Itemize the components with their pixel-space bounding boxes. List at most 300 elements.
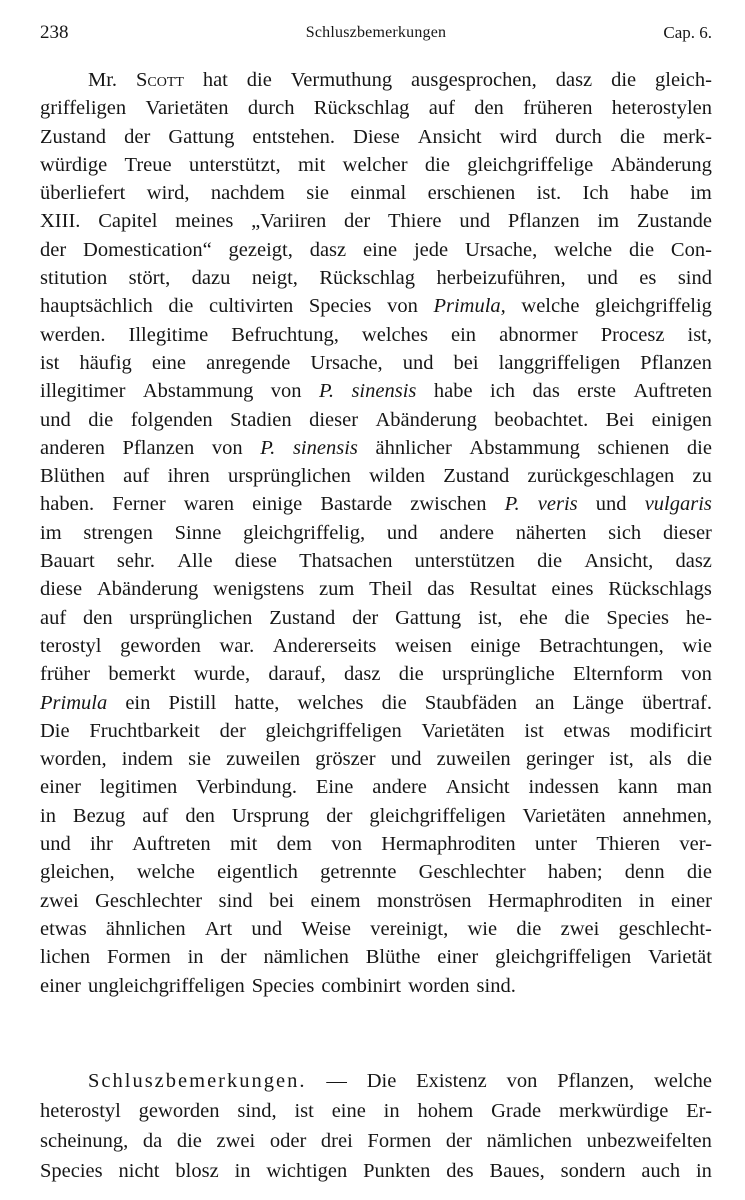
word: man bbox=[676, 776, 712, 799]
word: auch bbox=[641, 1160, 681, 1182]
text-line bbox=[40, 745, 712, 773]
word: Abänderung bbox=[610, 153, 712, 176]
word: Gattung bbox=[395, 606, 462, 629]
word: Sinne bbox=[174, 521, 222, 544]
text-line bbox=[40, 943, 712, 971]
word: geringer bbox=[525, 748, 595, 771]
text-line bbox=[40, 94, 712, 122]
word: sondern bbox=[560, 1160, 626, 1182]
text-line bbox=[40, 575, 712, 603]
word: nicht bbox=[118, 1160, 160, 1182]
word: gleichgriffeligen bbox=[495, 946, 632, 969]
word: die bbox=[168, 295, 194, 318]
word: im bbox=[690, 182, 712, 205]
word: wie bbox=[467, 917, 498, 940]
text-line bbox=[40, 321, 712, 349]
word: Zustand bbox=[443, 465, 510, 488]
word: Art bbox=[204, 917, 233, 940]
word: haben; bbox=[547, 861, 603, 884]
word: blosz bbox=[175, 1160, 219, 1182]
word: die bbox=[537, 550, 563, 573]
word: zwei bbox=[216, 1130, 256, 1152]
word: die bbox=[686, 436, 712, 459]
word: habe bbox=[630, 182, 669, 205]
word: Die bbox=[366, 1070, 397, 1092]
word: langgriffeligen bbox=[498, 351, 621, 374]
word: illegitimer bbox=[40, 380, 126, 403]
word: ursprünglichen bbox=[227, 465, 351, 488]
word: welche bbox=[136, 861, 195, 884]
word: sehr. bbox=[116, 550, 156, 573]
word: zwei bbox=[560, 917, 600, 940]
paragraph-vermuthung bbox=[40, 66, 712, 1000]
word: Scott bbox=[135, 69, 184, 91]
word: in bbox=[187, 946, 204, 969]
word: der bbox=[220, 946, 247, 969]
word: Gattung bbox=[168, 125, 235, 148]
word: entstehen. bbox=[252, 125, 335, 148]
word: eine bbox=[362, 238, 398, 261]
text-line bbox=[40, 1096, 712, 1126]
word: Varietäten bbox=[421, 719, 505, 742]
word: Formen bbox=[367, 1130, 432, 1152]
word: worden, bbox=[40, 748, 107, 771]
word: Geschlechter bbox=[95, 889, 203, 912]
word: hatte, bbox=[234, 691, 280, 714]
word: bei bbox=[269, 889, 295, 912]
word: Andererseits bbox=[272, 634, 377, 657]
word: Domestication“ bbox=[83, 238, 212, 261]
word: ist bbox=[40, 351, 60, 374]
word: diese bbox=[40, 578, 83, 601]
word: auf bbox=[428, 97, 455, 120]
word: ist. bbox=[536, 182, 562, 205]
word: Pflanzen, bbox=[557, 1070, 635, 1092]
word: übertraf. bbox=[641, 691, 712, 714]
text-line bbox=[40, 236, 712, 264]
word: haben. bbox=[40, 493, 95, 516]
word: griffeligen bbox=[40, 97, 127, 120]
word: wird bbox=[499, 125, 538, 148]
word: dieser bbox=[662, 521, 712, 544]
word: sinensis bbox=[351, 380, 417, 403]
word: sind bbox=[218, 889, 253, 912]
word: weisen bbox=[394, 634, 452, 657]
word: herbeizuführen, bbox=[436, 267, 566, 290]
word: ursprünglichen bbox=[129, 606, 253, 629]
word: in bbox=[638, 889, 655, 912]
word: Auftreten bbox=[132, 833, 211, 856]
word: zwischen bbox=[410, 493, 487, 516]
word: P. bbox=[504, 493, 520, 516]
word: Pflanzen bbox=[507, 210, 580, 233]
word: merkwürdige bbox=[559, 1100, 669, 1122]
word: stört, bbox=[128, 267, 171, 290]
word: die bbox=[686, 748, 712, 771]
word: gleichgriffelig, bbox=[243, 521, 366, 544]
word: drei bbox=[320, 1130, 353, 1152]
word: Bezug bbox=[72, 804, 126, 827]
word: Theil bbox=[369, 578, 413, 601]
word: Baues, bbox=[489, 1160, 545, 1182]
word: einer bbox=[670, 889, 712, 912]
word: Stadien bbox=[230, 408, 292, 431]
word: merk- bbox=[663, 125, 712, 148]
word: der bbox=[445, 1130, 473, 1152]
word: wie bbox=[682, 634, 712, 657]
word: Pistill bbox=[168, 691, 217, 714]
word: einer bbox=[437, 946, 479, 969]
word: den bbox=[83, 606, 113, 629]
word: legitimen bbox=[99, 776, 178, 799]
word: veris bbox=[537, 493, 578, 516]
word: die bbox=[516, 917, 542, 940]
word: ehe bbox=[519, 606, 548, 629]
word: Grade bbox=[491, 1100, 542, 1122]
word: Pflanzen bbox=[122, 436, 195, 459]
word: dieser bbox=[309, 408, 359, 431]
word: ursprüngliche bbox=[442, 663, 555, 686]
word: ungleichgriffeligen bbox=[87, 974, 245, 997]
word: Staubfäden bbox=[424, 691, 518, 714]
word: Pflanzen bbox=[640, 351, 712, 374]
word: sind, bbox=[237, 1100, 277, 1122]
word: Punkten bbox=[363, 1160, 431, 1182]
word: zwei bbox=[40, 889, 79, 912]
word: der bbox=[344, 210, 371, 233]
word: und bbox=[587, 267, 618, 290]
chapter-label: Cap. 6. bbox=[663, 23, 712, 42]
word: Geschlechter bbox=[418, 861, 526, 884]
word: in bbox=[234, 1160, 251, 1182]
word: von bbox=[270, 380, 302, 403]
word: anderen bbox=[40, 436, 105, 459]
word: eine bbox=[151, 351, 187, 374]
word: Primula bbox=[40, 691, 108, 714]
word: die bbox=[629, 238, 655, 261]
word: welches bbox=[297, 691, 364, 714]
word: ähnlicher bbox=[375, 436, 452, 459]
word: Rückschlag bbox=[319, 267, 416, 290]
text-line bbox=[40, 1156, 712, 1186]
word: auf bbox=[123, 465, 150, 488]
text-line bbox=[40, 490, 712, 518]
word: Zustand bbox=[269, 606, 336, 629]
word: Mr. bbox=[88, 69, 118, 91]
word: durch bbox=[247, 97, 295, 120]
word: Abänderung bbox=[375, 408, 477, 431]
word: erste bbox=[577, 380, 616, 403]
word: zuweilen bbox=[436, 748, 511, 771]
word: und bbox=[40, 833, 71, 856]
word: bemerkt bbox=[108, 663, 176, 686]
word: hohem bbox=[417, 1100, 474, 1122]
word: Abänderung bbox=[96, 578, 199, 601]
word: der bbox=[352, 606, 379, 629]
word: — bbox=[326, 1070, 347, 1092]
word: ähnlichen bbox=[105, 917, 186, 940]
word: ihr bbox=[90, 833, 113, 856]
word: Eine bbox=[315, 776, 354, 799]
word: waren bbox=[183, 493, 234, 516]
word: die bbox=[176, 1130, 202, 1152]
word: welche bbox=[521, 295, 580, 318]
word: die bbox=[381, 691, 407, 714]
word: Elternform bbox=[572, 663, 663, 686]
text-line bbox=[40, 915, 712, 943]
word: lichen bbox=[40, 946, 91, 969]
text-line bbox=[40, 972, 712, 1000]
word: Auftreten bbox=[633, 380, 712, 403]
word: heterostyl bbox=[40, 1100, 121, 1122]
word: in bbox=[40, 804, 56, 827]
word: getrennte bbox=[320, 861, 397, 884]
word: durch bbox=[555, 125, 602, 148]
word: Treue bbox=[124, 153, 172, 176]
page-number: 238 bbox=[40, 22, 69, 43]
word: ist, bbox=[687, 323, 712, 346]
text-line bbox=[40, 689, 712, 717]
word: Varietäten bbox=[145, 97, 229, 120]
word: von bbox=[331, 833, 362, 856]
word: die bbox=[619, 125, 645, 148]
word: Ansicht bbox=[417, 125, 482, 148]
word: beobachtet. bbox=[494, 408, 589, 431]
word: das bbox=[427, 578, 455, 601]
word: heterostylen bbox=[611, 97, 712, 120]
text-line bbox=[40, 632, 712, 660]
word: eine bbox=[331, 1100, 366, 1122]
word: auf bbox=[40, 606, 67, 629]
word: mit bbox=[229, 833, 258, 856]
word: etwas bbox=[563, 719, 611, 742]
word: Species bbox=[606, 606, 669, 629]
word: nämlichen bbox=[486, 1130, 573, 1152]
text-line bbox=[40, 406, 712, 434]
word: anregende bbox=[206, 351, 291, 374]
word: Ansicht, bbox=[584, 550, 654, 573]
word: der bbox=[124, 125, 151, 148]
word: Capitel bbox=[98, 210, 158, 233]
word: gleichgriffeligen bbox=[265, 719, 402, 742]
text-line bbox=[40, 830, 712, 858]
word: die bbox=[88, 408, 114, 431]
word: Bei bbox=[605, 408, 635, 431]
word: die bbox=[686, 861, 712, 884]
word: ausgesprochen, bbox=[411, 69, 537, 91]
word: dasz bbox=[309, 238, 347, 261]
word: Varietäten bbox=[522, 804, 606, 827]
word: Betrachtungen, bbox=[539, 634, 664, 657]
word: he- bbox=[685, 606, 712, 629]
word: einmal bbox=[350, 182, 407, 205]
word: wird, bbox=[146, 182, 190, 205]
word: die bbox=[564, 606, 590, 629]
word: Species bbox=[40, 1160, 103, 1182]
word: der bbox=[219, 719, 246, 742]
word: Zustand bbox=[40, 125, 107, 148]
word: gleichgriffelige bbox=[467, 153, 594, 176]
word: unterstützt, bbox=[188, 153, 281, 176]
word: oder bbox=[269, 1130, 307, 1152]
word: „Variiren bbox=[251, 210, 327, 233]
word: den bbox=[474, 97, 504, 120]
word: gleichgriffeligen bbox=[369, 804, 506, 827]
word: Schluszbemerkungen. bbox=[88, 1070, 307, 1092]
text-line bbox=[40, 151, 712, 179]
word: P. bbox=[260, 436, 276, 459]
word: etwas bbox=[40, 917, 87, 940]
word: kann bbox=[617, 776, 658, 799]
text-line bbox=[40, 519, 712, 547]
word: dasz bbox=[555, 69, 593, 91]
text-line bbox=[40, 207, 712, 235]
word: Thiere bbox=[388, 210, 442, 233]
word: von bbox=[387, 295, 418, 318]
word: Species bbox=[308, 295, 372, 318]
word: Ursprung bbox=[231, 804, 310, 827]
word: cultivirten bbox=[208, 295, 294, 318]
word: andere bbox=[439, 521, 495, 544]
word: dasz bbox=[675, 550, 712, 573]
word: zurückgeschlagen bbox=[527, 465, 675, 488]
word: scheinung, bbox=[40, 1130, 129, 1152]
word: hat bbox=[202, 69, 228, 91]
word: Bauart bbox=[40, 550, 95, 573]
word: Zustande bbox=[636, 210, 712, 233]
word: XIII. bbox=[40, 210, 81, 233]
word: habe bbox=[433, 380, 473, 403]
word: abnormer bbox=[499, 323, 578, 346]
word: modificirt bbox=[630, 719, 712, 742]
text-line bbox=[40, 264, 712, 292]
word: der bbox=[326, 804, 353, 827]
word: Formen bbox=[106, 946, 171, 969]
word: vulgaris bbox=[644, 493, 712, 516]
word: Vermuthung bbox=[290, 69, 393, 91]
word: diese bbox=[234, 550, 277, 573]
text-line bbox=[40, 1066, 712, 1096]
word: dasz bbox=[344, 663, 381, 686]
word: und bbox=[251, 917, 283, 940]
word: unter bbox=[534, 833, 578, 856]
word: und bbox=[386, 521, 418, 544]
word: annehmen, bbox=[622, 804, 712, 827]
word: gröszer bbox=[315, 748, 376, 771]
page-header bbox=[40, 20, 712, 46]
word: werden. bbox=[40, 323, 106, 346]
word: jede bbox=[413, 238, 449, 261]
word: sich bbox=[608, 521, 642, 544]
word: zu bbox=[692, 465, 712, 488]
word: welche bbox=[554, 238, 613, 261]
word: Resultat bbox=[469, 578, 537, 601]
word: Hermaphroditen bbox=[487, 889, 623, 912]
word: Diese bbox=[353, 125, 400, 148]
word: Bastarde bbox=[320, 493, 393, 516]
word: ich bbox=[490, 380, 516, 403]
word: Die bbox=[40, 719, 70, 742]
word: häufig bbox=[79, 351, 132, 374]
word: Procesz bbox=[600, 323, 665, 346]
word: zuweilen bbox=[226, 748, 301, 771]
word: näherten bbox=[515, 521, 587, 544]
word: ihren bbox=[167, 465, 210, 488]
word: vereinigt, bbox=[370, 917, 449, 940]
text-line bbox=[40, 179, 712, 207]
word: dem bbox=[276, 833, 312, 856]
word: einige bbox=[252, 493, 303, 516]
word: Befruchtung, bbox=[231, 323, 339, 346]
word: denn bbox=[624, 861, 665, 884]
word: Rückschlags bbox=[608, 578, 712, 601]
text-line bbox=[40, 66, 712, 94]
word: Ferner bbox=[112, 493, 166, 516]
word: hauptsächlich bbox=[40, 295, 153, 318]
word: der bbox=[40, 238, 67, 261]
word: früheren bbox=[523, 97, 593, 120]
word: neigt, bbox=[251, 267, 298, 290]
paragraph-schluszbemerkungen bbox=[40, 1066, 712, 1186]
text-line bbox=[40, 123, 712, 151]
word: Länge bbox=[572, 691, 624, 714]
text-line bbox=[40, 434, 712, 462]
word: gleichen, bbox=[40, 861, 115, 884]
word: dazu bbox=[191, 267, 231, 290]
word: meines bbox=[175, 210, 234, 233]
word: geworden bbox=[120, 634, 201, 657]
word: einer bbox=[40, 974, 81, 997]
word: indem bbox=[121, 748, 174, 771]
word: ver- bbox=[679, 833, 712, 856]
word: im bbox=[40, 521, 62, 544]
word: Fruchtbarkeit bbox=[89, 719, 200, 742]
word: Ursache, bbox=[310, 351, 383, 374]
word: eines bbox=[551, 578, 594, 601]
word: und bbox=[402, 351, 434, 374]
word: indessen bbox=[528, 776, 600, 799]
word: Ursache, bbox=[464, 238, 538, 261]
running-title: Schluszbemerkungen bbox=[305, 24, 447, 41]
word: des bbox=[446, 1160, 474, 1182]
word: sind. bbox=[476, 974, 516, 997]
word: und bbox=[40, 408, 71, 431]
word: geworden bbox=[138, 1100, 220, 1122]
word: gleich- bbox=[655, 69, 712, 91]
word: zum bbox=[319, 578, 355, 601]
word: einige bbox=[470, 634, 521, 657]
word: früher bbox=[40, 663, 91, 686]
word: ein bbox=[125, 691, 151, 714]
word: in bbox=[383, 1100, 400, 1122]
word: ist, bbox=[477, 606, 503, 629]
word: einigen bbox=[651, 408, 712, 431]
word: bei bbox=[453, 351, 479, 374]
word: sind bbox=[677, 267, 712, 290]
word: Verbindung. bbox=[196, 776, 297, 799]
word: stitution bbox=[40, 267, 108, 290]
word: Species bbox=[251, 974, 315, 997]
word: im bbox=[597, 210, 620, 233]
word: wichtigen bbox=[266, 1160, 348, 1182]
word: monströsen bbox=[376, 889, 472, 912]
word: die bbox=[398, 663, 424, 686]
word: die bbox=[246, 69, 272, 91]
text-line bbox=[40, 349, 712, 377]
word: terostyl bbox=[40, 634, 102, 657]
word: die bbox=[611, 69, 637, 91]
word: den bbox=[185, 804, 215, 827]
